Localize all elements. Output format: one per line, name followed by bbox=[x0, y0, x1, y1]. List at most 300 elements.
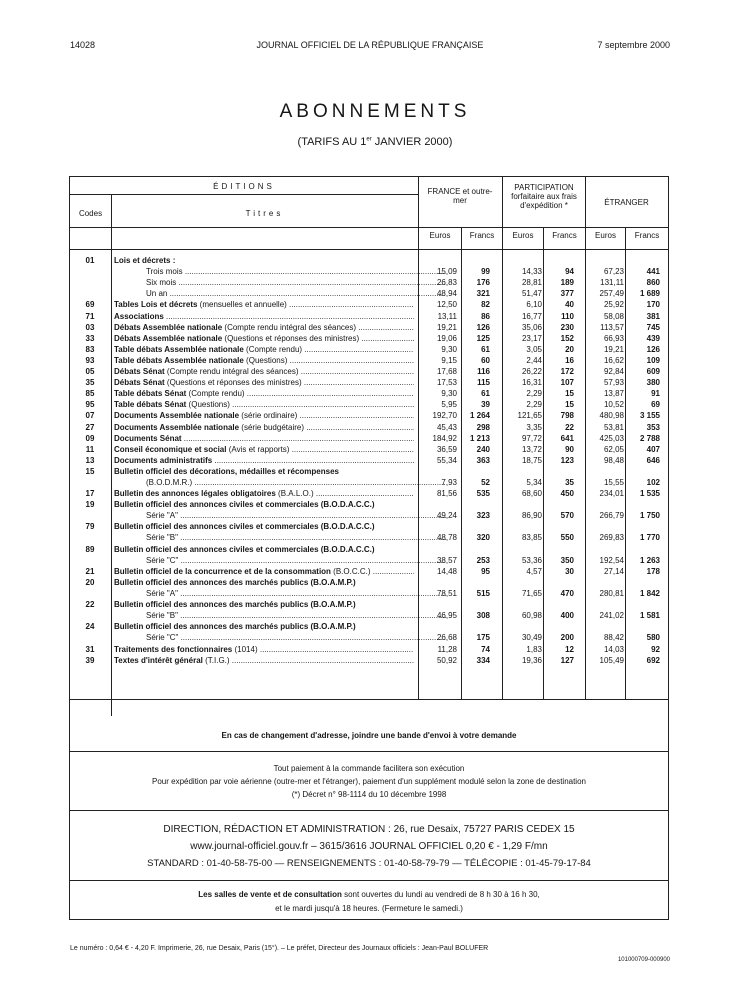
row-title-detail: (Compte rendu) bbox=[186, 389, 245, 399]
table-row bbox=[70, 500, 668, 522]
row-title-main: Bulletin officiel des annonces des marchés publics (B.O.A.M.P.) bbox=[114, 600, 356, 610]
direction-web: www.journal-officiel.gouv.fr – 3615/3616 JOURNAL OFFICIEL 0,20 € - 1,29 F/mn bbox=[190, 841, 548, 852]
row-title-detail: (T.I.G.) bbox=[202, 655, 230, 665]
cell-etranger-euros: 27,14 bbox=[603, 566, 624, 576]
table-row bbox=[70, 578, 668, 600]
cell-participation-francs: 450 bbox=[560, 489, 574, 499]
footer-code: 101000709-000900 bbox=[617, 957, 670, 963]
row-series-label: Série "A" bbox=[146, 511, 178, 521]
row-title bbox=[114, 489, 414, 498]
row-title-main: Bulletin officiel des annonces civiles et commerciales (B.O.D.A.C.C.) bbox=[114, 522, 375, 532]
cell-etranger-euros: 25,92 bbox=[603, 300, 624, 310]
participation-heading: PARTICIPATION forfaitaire aux frais d'expédition * bbox=[511, 183, 577, 210]
row-title-main: Débats Sénat bbox=[114, 367, 165, 376]
row-code: 83 bbox=[85, 344, 95, 354]
cell-france-francs: 535 bbox=[476, 489, 490, 499]
cell-france-euros: 9,15 bbox=[441, 355, 457, 365]
row-code: 07 bbox=[85, 411, 95, 421]
table-row bbox=[70, 400, 668, 411]
cell-etranger-euros: 257,49 bbox=[599, 289, 624, 299]
cell-france-euros: 184,92 bbox=[432, 433, 457, 443]
cell-participation-francs: 377 bbox=[560, 289, 574, 299]
cell-france-euros: 38,57 bbox=[436, 555, 457, 565]
cell-etranger-francs: 609 bbox=[646, 367, 660, 376]
cell-participation-euros: 3,35 bbox=[526, 422, 542, 432]
cell-etranger-euros: 57,93 bbox=[603, 378, 624, 388]
cell-participation-euros: 13,72 bbox=[521, 444, 542, 454]
cell-etranger-francs: 102 bbox=[646, 477, 660, 487]
cell-france-euros: 36,59 bbox=[436, 444, 457, 454]
row-title bbox=[114, 423, 414, 432]
cell-etranger-francs: 353 bbox=[646, 422, 660, 432]
cell-france-francs: 82 bbox=[481, 300, 490, 310]
row-title-main: Documents Sénat bbox=[114, 433, 182, 443]
row-title bbox=[114, 300, 414, 309]
cell-participation-francs: 20 bbox=[565, 344, 574, 354]
payment-note-2: Pour expédition par voie aérienne (outre-mer et l'étranger), paiement d'un supplément modulé selon la zone de destination bbox=[152, 777, 586, 786]
row-title bbox=[114, 278, 446, 287]
cell-participation-francs: 470 bbox=[560, 588, 574, 598]
france-heading: FRANCE et outre-mer bbox=[427, 187, 493, 205]
cell-etranger-francs: 1 689 bbox=[639, 289, 660, 299]
row-title-main: Associations bbox=[114, 311, 164, 321]
table-row bbox=[70, 545, 668, 567]
cell-participation-francs: 350 bbox=[560, 555, 574, 565]
notes-divider-1 bbox=[70, 699, 668, 700]
row-title bbox=[114, 367, 414, 376]
table-row bbox=[70, 267, 668, 278]
cell-participation-euros: 3,05 bbox=[526, 344, 542, 354]
table-row bbox=[70, 334, 668, 345]
issue-date: 7 septembre 2000 bbox=[597, 40, 670, 50]
cell-france-euros: 17,68 bbox=[436, 367, 457, 376]
subtitle-pre: (TARIFS AU 1 bbox=[297, 136, 367, 148]
cell-etranger-francs: 2 788 bbox=[639, 433, 660, 443]
cell-participation-euros: 19,36 bbox=[521, 655, 542, 665]
page-header bbox=[70, 40, 670, 54]
cell-participation-francs: 570 bbox=[560, 511, 574, 521]
row-series-label: (B.O.D.M.R.) bbox=[146, 477, 193, 487]
page-title: ABONNEMENTS bbox=[279, 101, 471, 122]
sales-hours-bold: Les salles de vente et de consultation bbox=[198, 890, 342, 899]
cell-participation-francs: 798 bbox=[560, 411, 574, 421]
cell-france-francs: 321 bbox=[476, 289, 490, 299]
row-title-main: Traitements des fonctionnaires bbox=[114, 644, 233, 654]
cell-france-euros: 14,48 bbox=[436, 566, 457, 576]
participation-francs-label: Francs bbox=[552, 231, 577, 240]
sales-hours-2: et le mardi jusqu'à 18 heures. (Fermeture le samedi.) bbox=[275, 904, 463, 913]
row-code: 95 bbox=[85, 400, 95, 410]
row-title-main: Table débats Assemblée nationale bbox=[114, 344, 244, 354]
cell-france-francs: 363 bbox=[476, 455, 490, 465]
subtitle-sup: er bbox=[366, 136, 372, 143]
editions-heading: ÉDITIONS bbox=[213, 182, 275, 191]
cell-france-euros: 17,53 bbox=[436, 378, 457, 388]
row-title-detail: (série ordinaire) bbox=[239, 411, 298, 421]
cell-france-euros: 48,78 bbox=[436, 533, 457, 543]
table-row bbox=[70, 323, 668, 334]
cell-etranger-francs: 745 bbox=[646, 322, 660, 332]
cell-france-euros: 9,30 bbox=[441, 389, 457, 399]
cell-etranger-euros: 92,84 bbox=[603, 367, 624, 376]
table-row bbox=[70, 367, 668, 378]
editions-divider bbox=[70, 194, 418, 195]
cell-france-euros: 15,09 bbox=[436, 267, 457, 277]
direction-address: DIRECTION, RÉDACTION ET ADMINISTRATION : 26, rue Desaix, 75727 PARIS CEDEX 15 bbox=[163, 824, 575, 835]
cell-france-euros: 49,24 bbox=[436, 511, 457, 521]
row-title bbox=[114, 345, 414, 354]
table-row bbox=[70, 278, 668, 289]
row-title-detail: (Compte rendu intégral des séances) bbox=[222, 322, 357, 332]
cell-france-euros: 9,30 bbox=[441, 344, 457, 354]
row-title-detail: (Compte rendu) bbox=[243, 344, 303, 354]
cell-etranger-euros: 131,11 bbox=[600, 278, 624, 288]
cell-participation-francs: 16 bbox=[565, 355, 574, 365]
cell-france-francs: 298 bbox=[476, 422, 490, 432]
cell-france-francs: 99 bbox=[481, 267, 490, 277]
row-title-detail: (Questions) bbox=[186, 400, 230, 410]
sales-hours-1 bbox=[70, 889, 668, 901]
row-title-main: Trois mois bbox=[146, 267, 183, 277]
cell-participation-euros: 30,49 bbox=[521, 633, 542, 643]
row-code: 11 bbox=[85, 444, 95, 454]
participation-euros-label: Euros bbox=[512, 231, 534, 240]
cell-participation-euros: 51,47 bbox=[521, 289, 542, 299]
cell-participation-euros: 14,33 bbox=[521, 267, 542, 277]
cell-etranger-francs: 1 581 bbox=[639, 611, 660, 621]
cell-france-francs: 95 bbox=[481, 566, 490, 576]
cell-participation-francs: 127 bbox=[560, 655, 574, 665]
cell-participation-francs: 94 bbox=[565, 267, 574, 277]
cell-participation-euros: 86,90 bbox=[521, 511, 542, 521]
cell-etranger-francs: 1 535 bbox=[639, 489, 660, 499]
cell-etranger-euros: 105,49 bbox=[599, 655, 624, 665]
cell-participation-euros: 4,57 bbox=[526, 566, 542, 576]
cell-participation-euros: 2,44 bbox=[526, 355, 542, 365]
row-title bbox=[114, 522, 414, 531]
cell-participation-francs: 550 bbox=[560, 533, 574, 543]
footer-imprint: Le numéro : 0,64 € - 4,20 F. Imprimerie, 26, rue Desaix, Paris (15°). – Le préfet, Directeur des Journaux officiels : Jean-Paul BOLUFER bbox=[70, 945, 489, 952]
cell-france-euros: 55,34 bbox=[436, 455, 457, 465]
cell-france-francs: 116 bbox=[477, 367, 490, 376]
cell-etranger-francs: 170 bbox=[646, 300, 660, 310]
cell-france-euros: 81,56 bbox=[436, 489, 457, 499]
cell-participation-euros: 2,29 bbox=[526, 389, 542, 399]
cell-etranger-euros: 13,87 bbox=[603, 389, 624, 399]
row-title-main: Six mois bbox=[146, 278, 177, 288]
cell-etranger-francs: 92 bbox=[651, 644, 660, 654]
row-title-main: Table débats Sénat bbox=[114, 389, 187, 399]
row-title bbox=[114, 500, 414, 509]
row-title bbox=[114, 434, 414, 443]
row-title bbox=[114, 334, 414, 343]
cell-france-euros: 26,68 bbox=[436, 633, 457, 643]
cell-participation-euros: 2,29 bbox=[526, 400, 542, 410]
cell-france-euros: 26,83 bbox=[436, 278, 457, 288]
cell-etranger-francs: 580 bbox=[646, 633, 660, 643]
cell-participation-francs: 12 bbox=[565, 644, 574, 654]
cell-france-francs: 323 bbox=[476, 511, 490, 521]
cell-etranger-francs: 646 bbox=[646, 455, 660, 465]
row-title-main: Bulletin officiel des annonces civiles et commerciales (B.O.D.A.C.C.) bbox=[114, 544, 375, 554]
cell-participation-francs: 15 bbox=[565, 389, 574, 399]
row-title bbox=[114, 323, 414, 332]
row-title bbox=[114, 289, 446, 298]
table-row bbox=[70, 467, 668, 489]
cell-france-francs: 39 bbox=[481, 400, 490, 410]
cell-participation-euros: 26,22 bbox=[521, 367, 542, 376]
payment-note-1: Tout paiement à la commande facilitera son exécution bbox=[273, 764, 465, 773]
page-subtitle bbox=[0, 136, 750, 148]
row-code: 15 bbox=[85, 466, 95, 476]
cell-participation-francs: 22 bbox=[565, 422, 574, 432]
cell-etranger-francs: 381 bbox=[646, 311, 660, 321]
address-change-note: En cas de changement d'adresse, joindre une bande d'envoi à votre demande bbox=[221, 731, 517, 740]
row-title-series bbox=[114, 556, 446, 565]
table-row bbox=[70, 489, 668, 500]
cell-participation-euros: 16,31 bbox=[521, 378, 542, 388]
row-title-main: Conseil économique et social bbox=[114, 444, 227, 454]
cell-etranger-euros: 113,57 bbox=[600, 322, 624, 332]
table-row bbox=[70, 411, 668, 422]
table-row bbox=[70, 345, 668, 356]
cell-participation-francs: 189 bbox=[560, 278, 574, 288]
cell-france-euros: 7,93 bbox=[441, 477, 457, 487]
cell-etranger-francs: 91 bbox=[651, 389, 660, 399]
cell-france-euros: 192,70 bbox=[432, 411, 457, 421]
cell-participation-euros: 16,77 bbox=[521, 311, 542, 321]
cell-participation-euros: 1,83 bbox=[526, 644, 542, 654]
row-title-detail: (Compte rendu intégral des séances) bbox=[164, 367, 299, 376]
row-title bbox=[114, 656, 414, 665]
cell-etranger-francs: 1 263 bbox=[639, 555, 660, 565]
tariff-table bbox=[69, 176, 669, 920]
cell-france-francs: 74 bbox=[481, 644, 490, 654]
cell-etranger-euros: 98,48 bbox=[603, 455, 624, 465]
row-title-main: Table débats Sénat bbox=[114, 400, 187, 410]
row-title-detail: (Avis et rapports) bbox=[226, 444, 290, 454]
row-series-label: Série "B" bbox=[146, 611, 178, 621]
row-title-main: Bulletin officiel de la concurrence et de la consommation bbox=[114, 566, 331, 576]
row-title-main: Documents administratifs bbox=[114, 455, 213, 465]
cell-etranger-francs: 126 bbox=[646, 344, 660, 354]
cell-france-francs: 176 bbox=[476, 278, 490, 288]
row-title-detail: (B.O.C.C.) bbox=[330, 566, 371, 576]
cell-participation-francs: 641 bbox=[560, 433, 574, 443]
table-row bbox=[70, 312, 668, 323]
row-code: 39 bbox=[85, 655, 95, 665]
cell-etranger-francs: 407 bbox=[646, 444, 660, 454]
cell-participation-euros: 97,72 bbox=[521, 433, 542, 443]
row-code: 01 bbox=[85, 256, 95, 265]
cell-france-euros: 5,95 bbox=[441, 400, 457, 410]
cell-participation-euros: 18,75 bbox=[521, 455, 542, 465]
cell-etranger-francs: 1 750 bbox=[639, 511, 660, 521]
cell-participation-francs: 172 bbox=[560, 367, 574, 376]
cell-etranger-euros: 16,62 bbox=[603, 355, 624, 365]
cell-france-francs: 1 213 bbox=[469, 433, 490, 443]
cell-participation-francs: 30 bbox=[565, 566, 574, 576]
row-series-label: Série "C" bbox=[146, 555, 179, 565]
cell-etranger-euros: 67,23 bbox=[603, 267, 624, 277]
etranger-euros-label: Euros bbox=[595, 231, 616, 240]
table-row bbox=[70, 300, 668, 311]
cell-etranger-euros: 10,52 bbox=[603, 400, 624, 410]
row-title bbox=[114, 456, 414, 465]
row-title bbox=[114, 378, 414, 387]
journal-name: JOURNAL OFFICIEL DE LA RÉPUBLIQUE FRANÇAISE bbox=[256, 40, 484, 50]
decree-note: (*) Décret n° 98-1114 du 10 décembre 1998 bbox=[291, 790, 447, 799]
row-title-detail: (série budgétaire) bbox=[239, 422, 304, 432]
cell-participation-euros: 23,17 bbox=[521, 333, 542, 343]
cell-france-euros: 78,51 bbox=[436, 588, 457, 598]
row-title bbox=[114, 389, 414, 398]
row-code: 79 bbox=[85, 522, 95, 532]
cell-france-euros: 48,94 bbox=[436, 289, 457, 299]
cell-participation-euros: 71,65 bbox=[521, 588, 542, 598]
cell-france-francs: 240 bbox=[476, 444, 490, 454]
row-title bbox=[114, 411, 414, 420]
row-code: 20 bbox=[85, 577, 95, 587]
france-euros-label: Euros bbox=[429, 231, 451, 240]
row-title-series bbox=[114, 611, 446, 620]
row-title-main: Débats Assemblée nationale bbox=[114, 333, 223, 343]
row-title-main: Débats Assemblée nationale bbox=[114, 322, 223, 332]
cell-france-francs: 515 bbox=[476, 588, 490, 598]
cell-france-francs: 61 bbox=[481, 344, 490, 354]
row-title-series bbox=[114, 511, 446, 520]
subtitle-post: JANVIER 2000) bbox=[371, 136, 453, 148]
row-code: 89 bbox=[85, 544, 95, 554]
row-code: 33 bbox=[85, 333, 95, 343]
row-title-main: Bulletin officiel des décorations, médailles et récompenses bbox=[114, 466, 339, 476]
cell-etranger-francs: 380 bbox=[646, 378, 660, 388]
row-title-main: Textes d'intérêt général bbox=[114, 655, 203, 665]
cell-etranger-francs: 3 155 bbox=[639, 411, 660, 421]
cell-participation-francs: 35 bbox=[565, 477, 574, 487]
row-code: 03 bbox=[85, 322, 95, 332]
cell-participation-francs: 230 bbox=[560, 322, 574, 332]
table-row bbox=[70, 656, 668, 667]
notes-divider-2 bbox=[70, 751, 668, 752]
cell-france-francs: 334 bbox=[476, 655, 490, 665]
cell-france-francs: 52 bbox=[481, 477, 490, 487]
row-code: 27 bbox=[85, 422, 95, 432]
row-series-label: Série "A" bbox=[146, 588, 178, 598]
row-title bbox=[114, 312, 414, 321]
cell-etranger-francs: 439 bbox=[646, 333, 660, 343]
notes-divider-4 bbox=[70, 880, 668, 881]
cell-france-francs: 125 bbox=[476, 333, 490, 343]
row-title-main: Bulletin des annonces légales obligatoires bbox=[114, 489, 276, 499]
row-title-main: Lois et décrets : bbox=[114, 256, 176, 265]
row-code: 24 bbox=[85, 622, 95, 632]
cell-participation-euros: 5,34 bbox=[526, 477, 542, 487]
cell-etranger-euros: 58,08 bbox=[603, 311, 624, 321]
row-code: 13 bbox=[85, 455, 95, 465]
cell-participation-euros: 28,81 bbox=[521, 278, 542, 288]
row-title-main: Documents Assemblée nationale bbox=[114, 422, 240, 432]
row-code: 21 bbox=[85, 566, 95, 576]
cell-etranger-francs: 1 842 bbox=[639, 588, 660, 598]
cell-france-francs: 308 bbox=[476, 611, 490, 621]
codes-heading: Codes bbox=[78, 209, 103, 218]
cell-participation-euros: 121,65 bbox=[517, 411, 542, 421]
cell-etranger-euros: 66,93 bbox=[603, 333, 624, 343]
row-series-label: Série "B" bbox=[146, 533, 178, 543]
row-title-series bbox=[114, 633, 446, 642]
row-title bbox=[114, 445, 414, 454]
row-title-detail: (Questions) bbox=[243, 355, 288, 365]
france-francs-label: Francs bbox=[469, 231, 495, 240]
row-title-main: Débats Sénat bbox=[114, 378, 165, 388]
table-row bbox=[70, 600, 668, 622]
cell-france-euros: 46,95 bbox=[436, 611, 457, 621]
cell-participation-francs: 107 bbox=[560, 378, 574, 388]
cell-participation-francs: 90 bbox=[565, 444, 574, 454]
table-row bbox=[70, 289, 668, 300]
row-code: 22 bbox=[85, 600, 95, 610]
etranger-heading: ÉTRANGER bbox=[604, 198, 649, 207]
table-row bbox=[70, 645, 668, 656]
row-title-series bbox=[114, 533, 446, 542]
row-title bbox=[114, 400, 414, 409]
table-row bbox=[70, 567, 668, 578]
table-row bbox=[70, 256, 668, 267]
row-title-main: Un an bbox=[146, 289, 168, 299]
row-title-detail: (Questions et réponses des ministres) bbox=[222, 333, 360, 343]
row-title bbox=[114, 578, 414, 587]
cell-etranger-francs: 441 bbox=[646, 267, 660, 277]
cell-france-euros: 13,11 bbox=[437, 311, 457, 321]
row-title-main: Tables Lois et décrets bbox=[114, 300, 198, 310]
cell-participation-euros: 60,98 bbox=[521, 611, 542, 621]
cell-france-francs: 126 bbox=[476, 322, 490, 332]
cell-etranger-euros: 425,03 bbox=[599, 433, 624, 443]
row-title bbox=[114, 600, 414, 609]
cell-etranger-euros: 53,81 bbox=[603, 422, 624, 432]
cell-etranger-euros: 15,55 bbox=[603, 477, 624, 487]
cell-etranger-euros: 280,81 bbox=[599, 588, 624, 598]
cell-etranger-euros: 266,79 bbox=[599, 511, 624, 521]
cell-participation-euros: 68,60 bbox=[521, 489, 542, 499]
cell-participation-francs: 40 bbox=[565, 300, 574, 310]
cell-etranger-euros: 480,98 bbox=[599, 411, 624, 421]
cell-participation-francs: 123 bbox=[560, 455, 574, 465]
cell-participation-euros: 6,10 bbox=[526, 300, 542, 310]
row-title bbox=[114, 467, 414, 476]
cell-france-euros: 12,50 bbox=[436, 300, 457, 310]
cell-france-francs: 253 bbox=[476, 555, 490, 565]
table-row bbox=[70, 622, 668, 644]
row-code: 35 bbox=[85, 378, 95, 388]
row-title-detail: (1014) bbox=[232, 644, 258, 654]
cell-france-francs: 115 bbox=[477, 378, 490, 388]
row-title-detail: (B.A.L.O.) bbox=[275, 489, 314, 499]
row-title bbox=[114, 545, 414, 554]
row-code: 85 bbox=[85, 389, 95, 399]
row-title-detail: (Questions et réponses des ministres) bbox=[164, 378, 302, 388]
cell-etranger-francs: 1 770 bbox=[639, 533, 660, 543]
row-code: 05 bbox=[85, 367, 95, 376]
cell-etranger-francs: 692 bbox=[646, 655, 660, 665]
row-title-series bbox=[114, 478, 446, 487]
cell-france-francs: 86 bbox=[481, 311, 490, 321]
cell-etranger-francs: 860 bbox=[646, 278, 660, 288]
cell-etranger-francs: 109 bbox=[646, 355, 660, 365]
cell-france-francs: 175 bbox=[476, 633, 490, 643]
table-subheader-divider bbox=[70, 249, 668, 250]
